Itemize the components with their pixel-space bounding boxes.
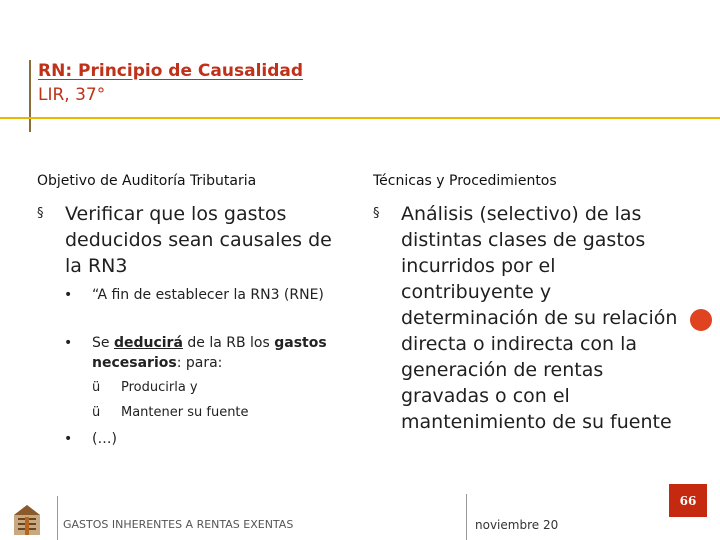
slide-subtitle: LIR, 37° [38, 85, 106, 105]
check-item-text: Producirla y [121, 380, 198, 395]
round-bullet-icon: • [64, 431, 73, 447]
left-main-bullet-text: Verificar que los gastos deducidos sean causales de la RN3 [65, 203, 332, 277]
left-sub-item [64, 285, 354, 305]
left-sub-item-text: “A fin de establecer la RN3 (RNE) [92, 287, 324, 303]
underlined-term: deducirá [113, 335, 183, 351]
round-bullet-icon: • [64, 335, 73, 351]
right-main-bullet [373, 201, 693, 435]
page-number-badge: 66 [669, 484, 707, 517]
check-item [92, 380, 198, 395]
title-vertical-rule [29, 60, 31, 132]
left-sub-item-text: Se deducirá de la RB los gastos necesarios: para: [92, 335, 327, 371]
round-bullet-icon: • [64, 287, 73, 303]
left-sub-item [64, 429, 354, 449]
check-item-text: Mantener su fuente [121, 405, 249, 420]
footer-section-label: GASTOS INHERENTES A RENTAS EXENTAS [63, 518, 294, 531]
check-item [92, 405, 249, 420]
left-column-heading: Objetivo de Auditoría Tributaria [37, 173, 257, 189]
footer-divider [466, 494, 467, 540]
left-sub-item [64, 333, 354, 373]
red-circle-icon [690, 309, 712, 331]
right-main-bullet-text: Análisis (selectivo) de las distintas clases de gastos incurridos por el contribuyente y determinación de su relación directa o indirecta con la generación de rentas gravadas o con el mantenimiento de su fuente [401, 203, 678, 433]
checkmark-icon: ü [92, 380, 101, 395]
right-column-heading: Técnicas y Procedimientos [373, 173, 557, 189]
checkmark-icon: ü [92, 405, 101, 420]
square-bullet-icon: § [37, 206, 44, 221]
footer-date: noviembre 20 [475, 518, 559, 532]
building-logo-icon [12, 503, 42, 537]
left-sub-item-text: (…) [92, 431, 117, 447]
square-bullet-icon: § [373, 206, 380, 221]
slide-title: RN: Principio de Causalidad [38, 61, 304, 81]
left-main-bullet [37, 201, 337, 279]
footer-divider [57, 496, 58, 540]
header-horizontal-rule [0, 117, 720, 119]
bold-term: gastos necesarios [92, 335, 327, 371]
